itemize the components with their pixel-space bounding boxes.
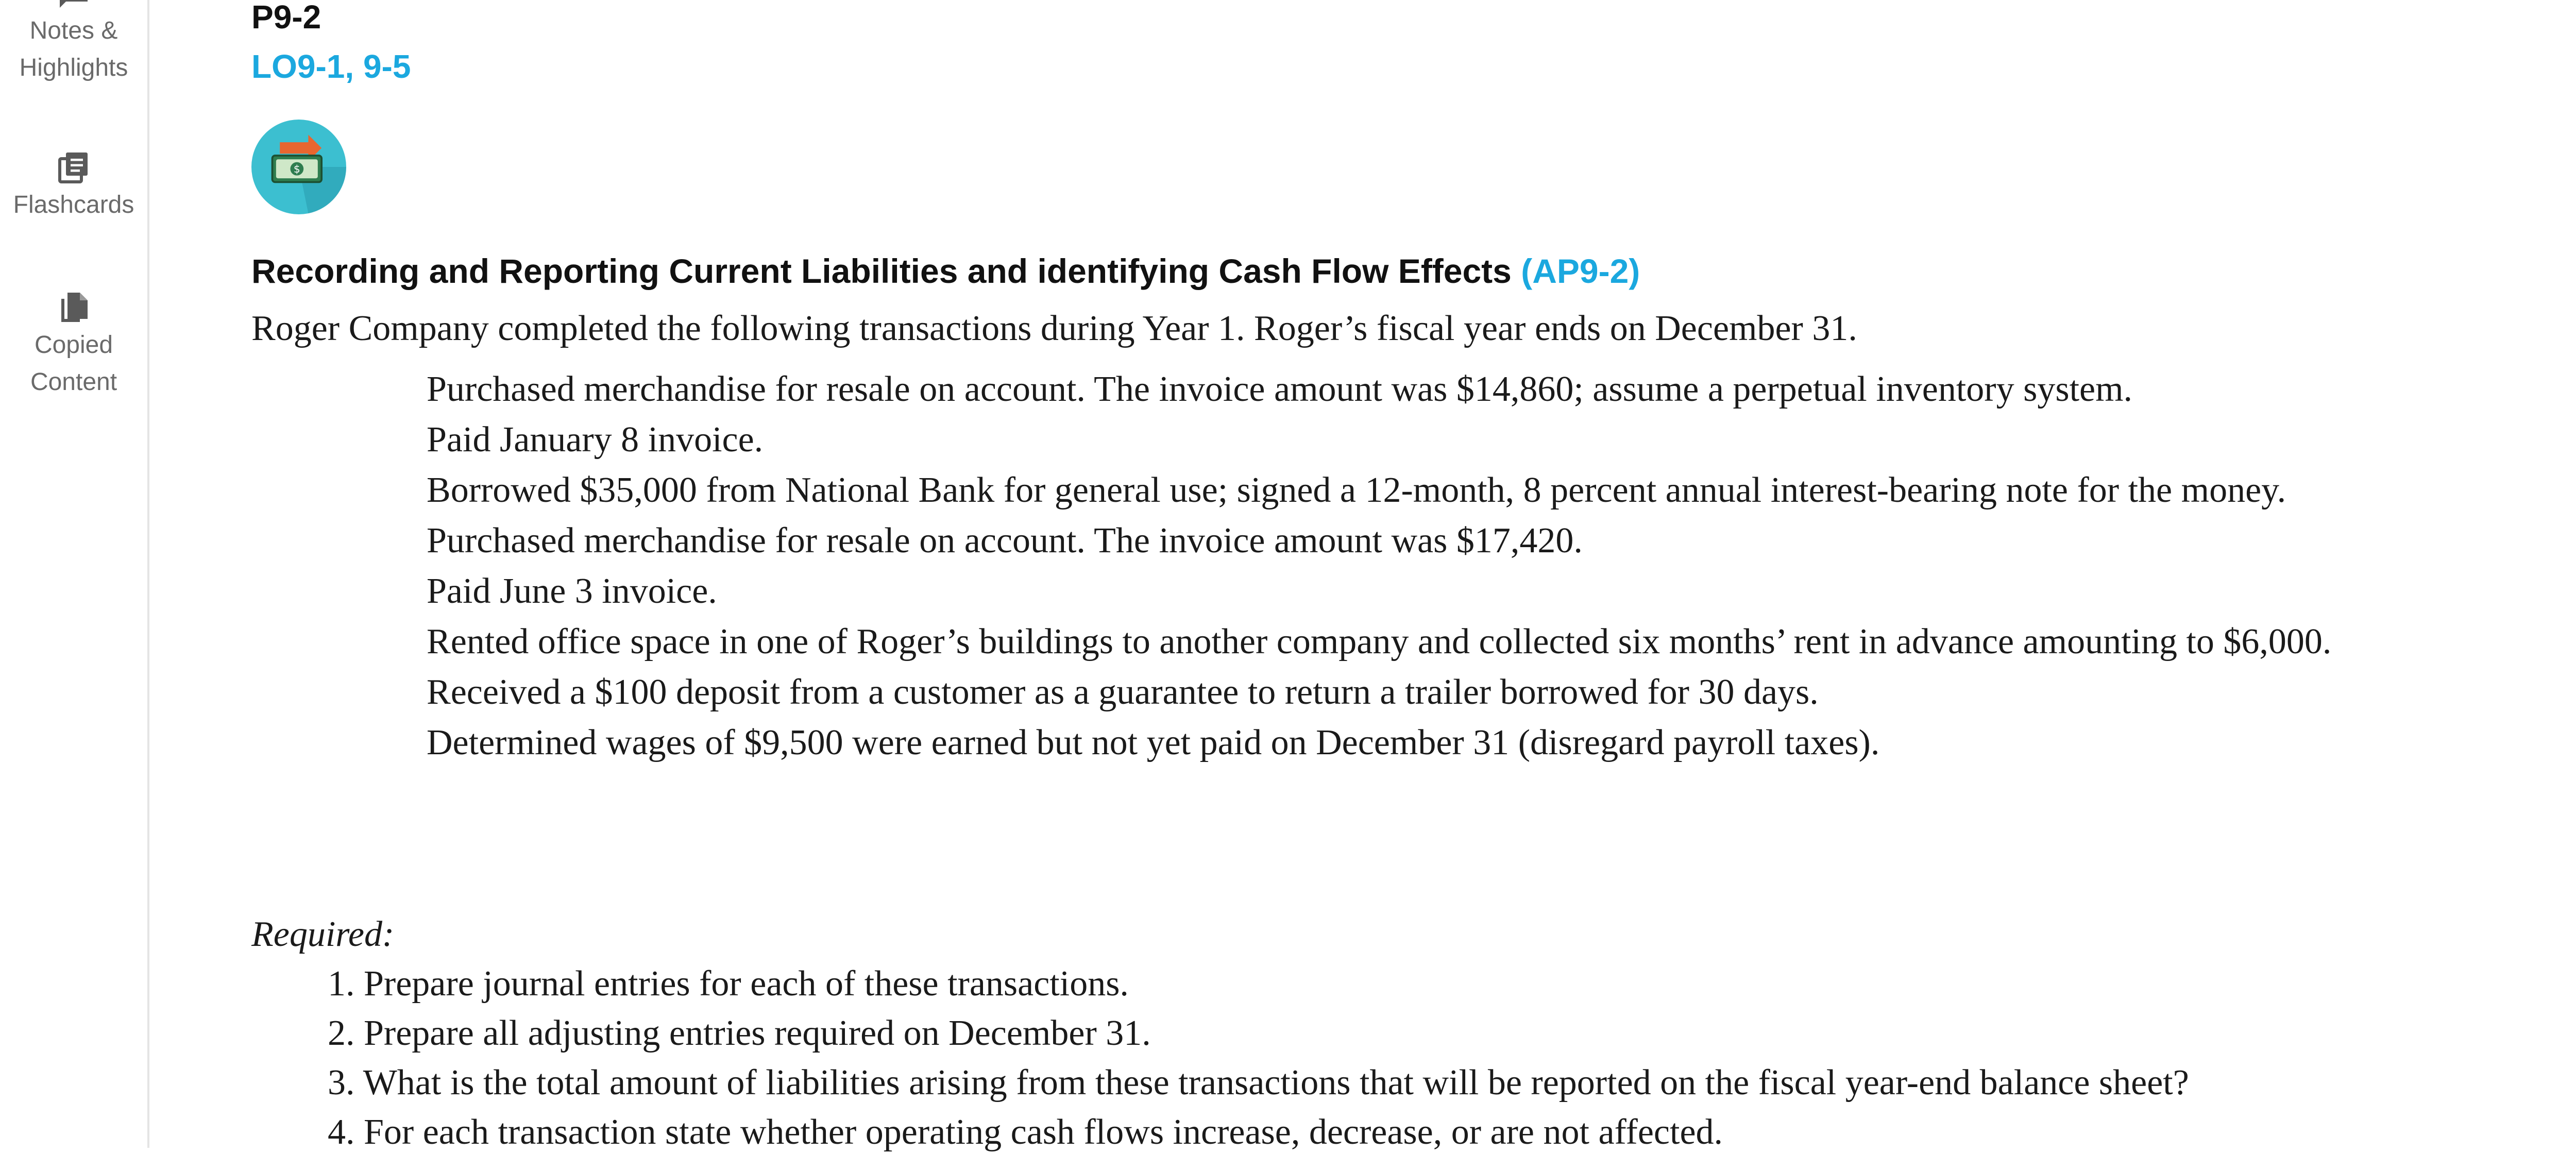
problem-intro: Roger Company completed the following transactions during Year 1. Roger’s fiscal year ends on December 31. (251, 309, 1857, 348)
problem-id: P9-2 (251, 0, 321, 36)
transaction-description: Determined wages of $9,500 were earned but not yet paid on December 31 (disregard payroll taxes). (427, 723, 1880, 762)
sidebar-item-flashcards[interactable] (0, 149, 147, 224)
problem-title (251, 251, 1640, 291)
required-item: 4. For each transaction state whether operating cash flows increase, decrease, or are not affected. (328, 1112, 1723, 1152)
transaction-description: Received a $100 deposit from a customer as a guarantee to return a trailer borrowed for 30 days. (427, 672, 1819, 712)
sidebar-item-copied-content[interactable] (0, 290, 147, 401)
transaction-description: Purchased merchandise for resale on account. The invoice amount was $14,860; assume a perpetual inventory system. (427, 369, 2133, 409)
transaction-description: Borrowed $35,000 from National Bank for general use; signed a 12-month, 8 percent annual interest-bearing note for the money. (427, 470, 2286, 510)
transaction-description: Paid January 8 invoice. (427, 420, 764, 460)
required-heading: Required: (251, 914, 395, 954)
sidebar-item-label: Highlights (19, 54, 128, 81)
required-item: 1. Prepare journal entries for each of these transactions. (328, 964, 1129, 1004)
transaction-description: Paid June 3 invoice. (427, 571, 717, 611)
flashcards-icon (55, 149, 92, 186)
problem-title-text: Recording and Reporting Current Liabilities and identifying Cash Flow Effects (251, 252, 1512, 290)
sidebar-item-label: Copied (34, 331, 113, 359)
transaction-description: Purchased merchandise for resale on account. The invoice amount was $17,420. (427, 521, 1583, 561)
sidebar-item-label: Notes & (29, 17, 118, 44)
alternate-problem-link[interactable]: (AP9-2) (1521, 252, 1640, 290)
sidebar (0, 0, 149, 1148)
cash-flow-icon (251, 120, 346, 214)
svg-text:$: $ (293, 163, 300, 176)
sidebar-item-notes-highlights[interactable] (0, 0, 147, 87)
problem-content (251, 0, 2576, 1152)
notes-icon (55, 0, 92, 12)
learning-objectives-link[interactable]: LO9-1, 9-5 (251, 48, 411, 85)
required-item: 2. Prepare all adjusting entries required on December 31. (328, 1013, 1151, 1053)
required-item: 3. What is the total amount of liabilities arising from these transactions that will be reported on the fiscal year-end balance sheet? (328, 1063, 2189, 1103)
copy-icon (55, 290, 92, 327)
transaction-description: Rented office space in one of Roger’s buildings to another company and collected six months’ rent in advance amounting to $6,000. (427, 622, 2332, 662)
sidebar-item-label: Content (30, 368, 117, 396)
sidebar-item-label: Flashcards (13, 191, 134, 218)
